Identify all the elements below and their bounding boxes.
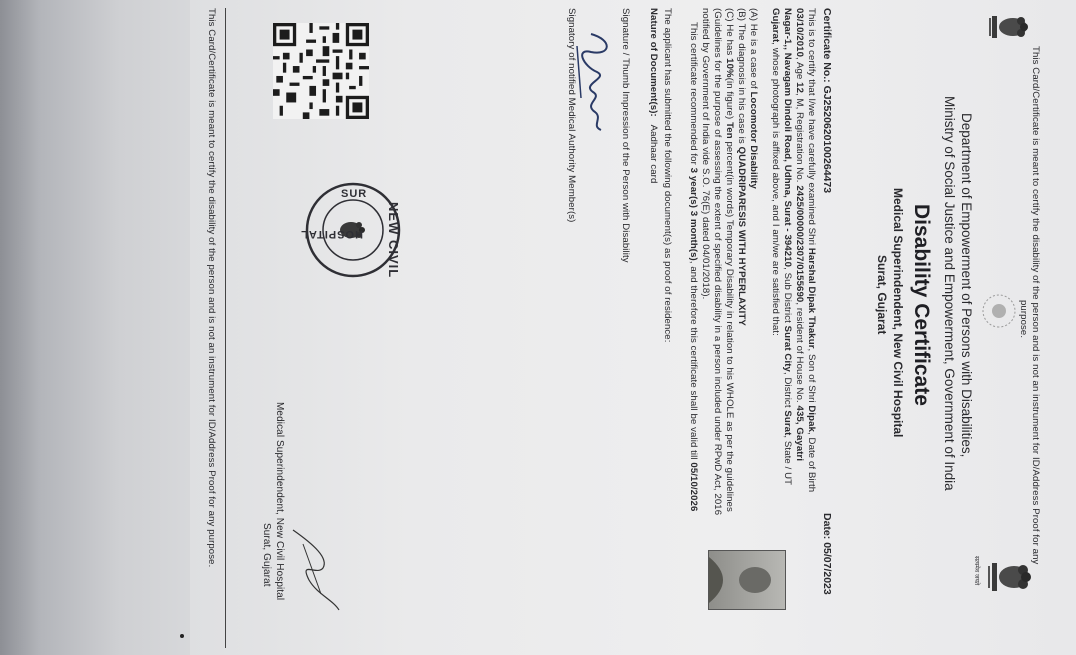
- stamp-text-left: SUR: [341, 188, 368, 200]
- issuer-location: Surat, Gujarat: [875, 255, 889, 335]
- ms-signature-location: Surat, Gujarat: [261, 523, 272, 587]
- ms-signature-title: Medical Superindendent, New Civil Hospital: [274, 402, 285, 601]
- body-line-1: This is to certify that I/we have carefully examined Shri Harshal Dipak Thakur, Son of Shri Dipak, Date of Birth: [806, 8, 817, 493]
- footer-divider: [225, 8, 226, 648]
- national-emblem-icon-left: [983, 10, 1033, 44]
- hospital-stamp: [300, 180, 403, 280]
- issuer: Medical Superindendent, New Civil Hospital: [891, 188, 905, 438]
- body-line-3: Nagar-1,, Navagam Dindoli Road, Udhna, Surat - 394210, Sub District Surat City, District Surat, State / UT: [782, 8, 793, 486]
- disability-extent: (C) He has 10%(in figure) Ten percent(in words) Temporary Disability in relation to his WHOLE as per the guidelines: [724, 8, 735, 512]
- body-line-2: 03/10/2010, Age 12, M, Registration No. 2425/00000/2307/0155690, resident of House No. 435, Gayatri: [794, 8, 805, 462]
- ministry: Ministry of Social Justice and Empowerment, Government of India: [942, 96, 957, 491]
- certificate-page: [193, 8, 1043, 648]
- person-photo-icon: [709, 551, 785, 609]
- emblem-caption: सत्यमेव जयते: [973, 556, 979, 586]
- document-nature: Nature of Document(s): Aadhaar card: [648, 8, 659, 184]
- certificate-date: Date: 05/07/2023: [821, 513, 833, 595]
- ms-signature-icon: [283, 524, 343, 614]
- stamp-text-top: NEW CIVIL: [386, 202, 401, 279]
- paper-speck: [180, 634, 184, 638]
- top-note-cont: purpose.: [1018, 300, 1029, 339]
- stamp-text-right: HOSPITAL: [300, 228, 363, 240]
- faint-seal-icon: [979, 290, 1019, 332]
- guidelines-line: (Guidelines for the purpose of assessing the extent of specified disability in a person included under RPwD Act, 2016: [712, 8, 723, 516]
- notification-line: notified by Government of India vide S.O. 76(E) dated 04/01/2018).: [700, 8, 711, 300]
- qr-code-icon: [273, 23, 369, 119]
- page-title: Disability Certificate: [910, 204, 933, 406]
- applicant-photo: [708, 550, 786, 610]
- signature-label: Signature / Thumb Impression of the Person with Disability: [620, 8, 631, 263]
- national-emblem-icon-right: [981, 556, 1035, 598]
- signatory-label: Signatory of notified Medical Authority Member(s): [566, 8, 577, 223]
- validity-line: This certificate recommended for 3 year(s) 3 month(s), and therefore this certificate shall be valid till 05/10/2026: [688, 22, 699, 512]
- disability-type: (A) He is a case of Locomotor Disability: [748, 8, 759, 189]
- body-line-4: Gujarat, whose photograph is affixed above, and I am/we are satisfied that:: [770, 8, 781, 336]
- department: Department of Empowerment of Persons with Disabilities,: [959, 113, 974, 458]
- residence-proof-line: The applicant has submitted the following document(s) as proof of residence:: [662, 8, 673, 343]
- certificate-number: Certificate No.: GJ2520620100264473: [821, 8, 833, 194]
- footer-note: This Card/Certificate is meant to certify the disability of the person and is not an instrument for ID/Address Proof for any purpose.: [206, 8, 217, 568]
- diagnosis: (B) The diagnosis in his case is QUADRIPARESIS WITH HYPERLAXITY: [736, 8, 747, 326]
- top-note: This Card/Certificate is meant to certify the disability of the person and is not an instrument for ID/Address Proof for any: [1030, 46, 1041, 565]
